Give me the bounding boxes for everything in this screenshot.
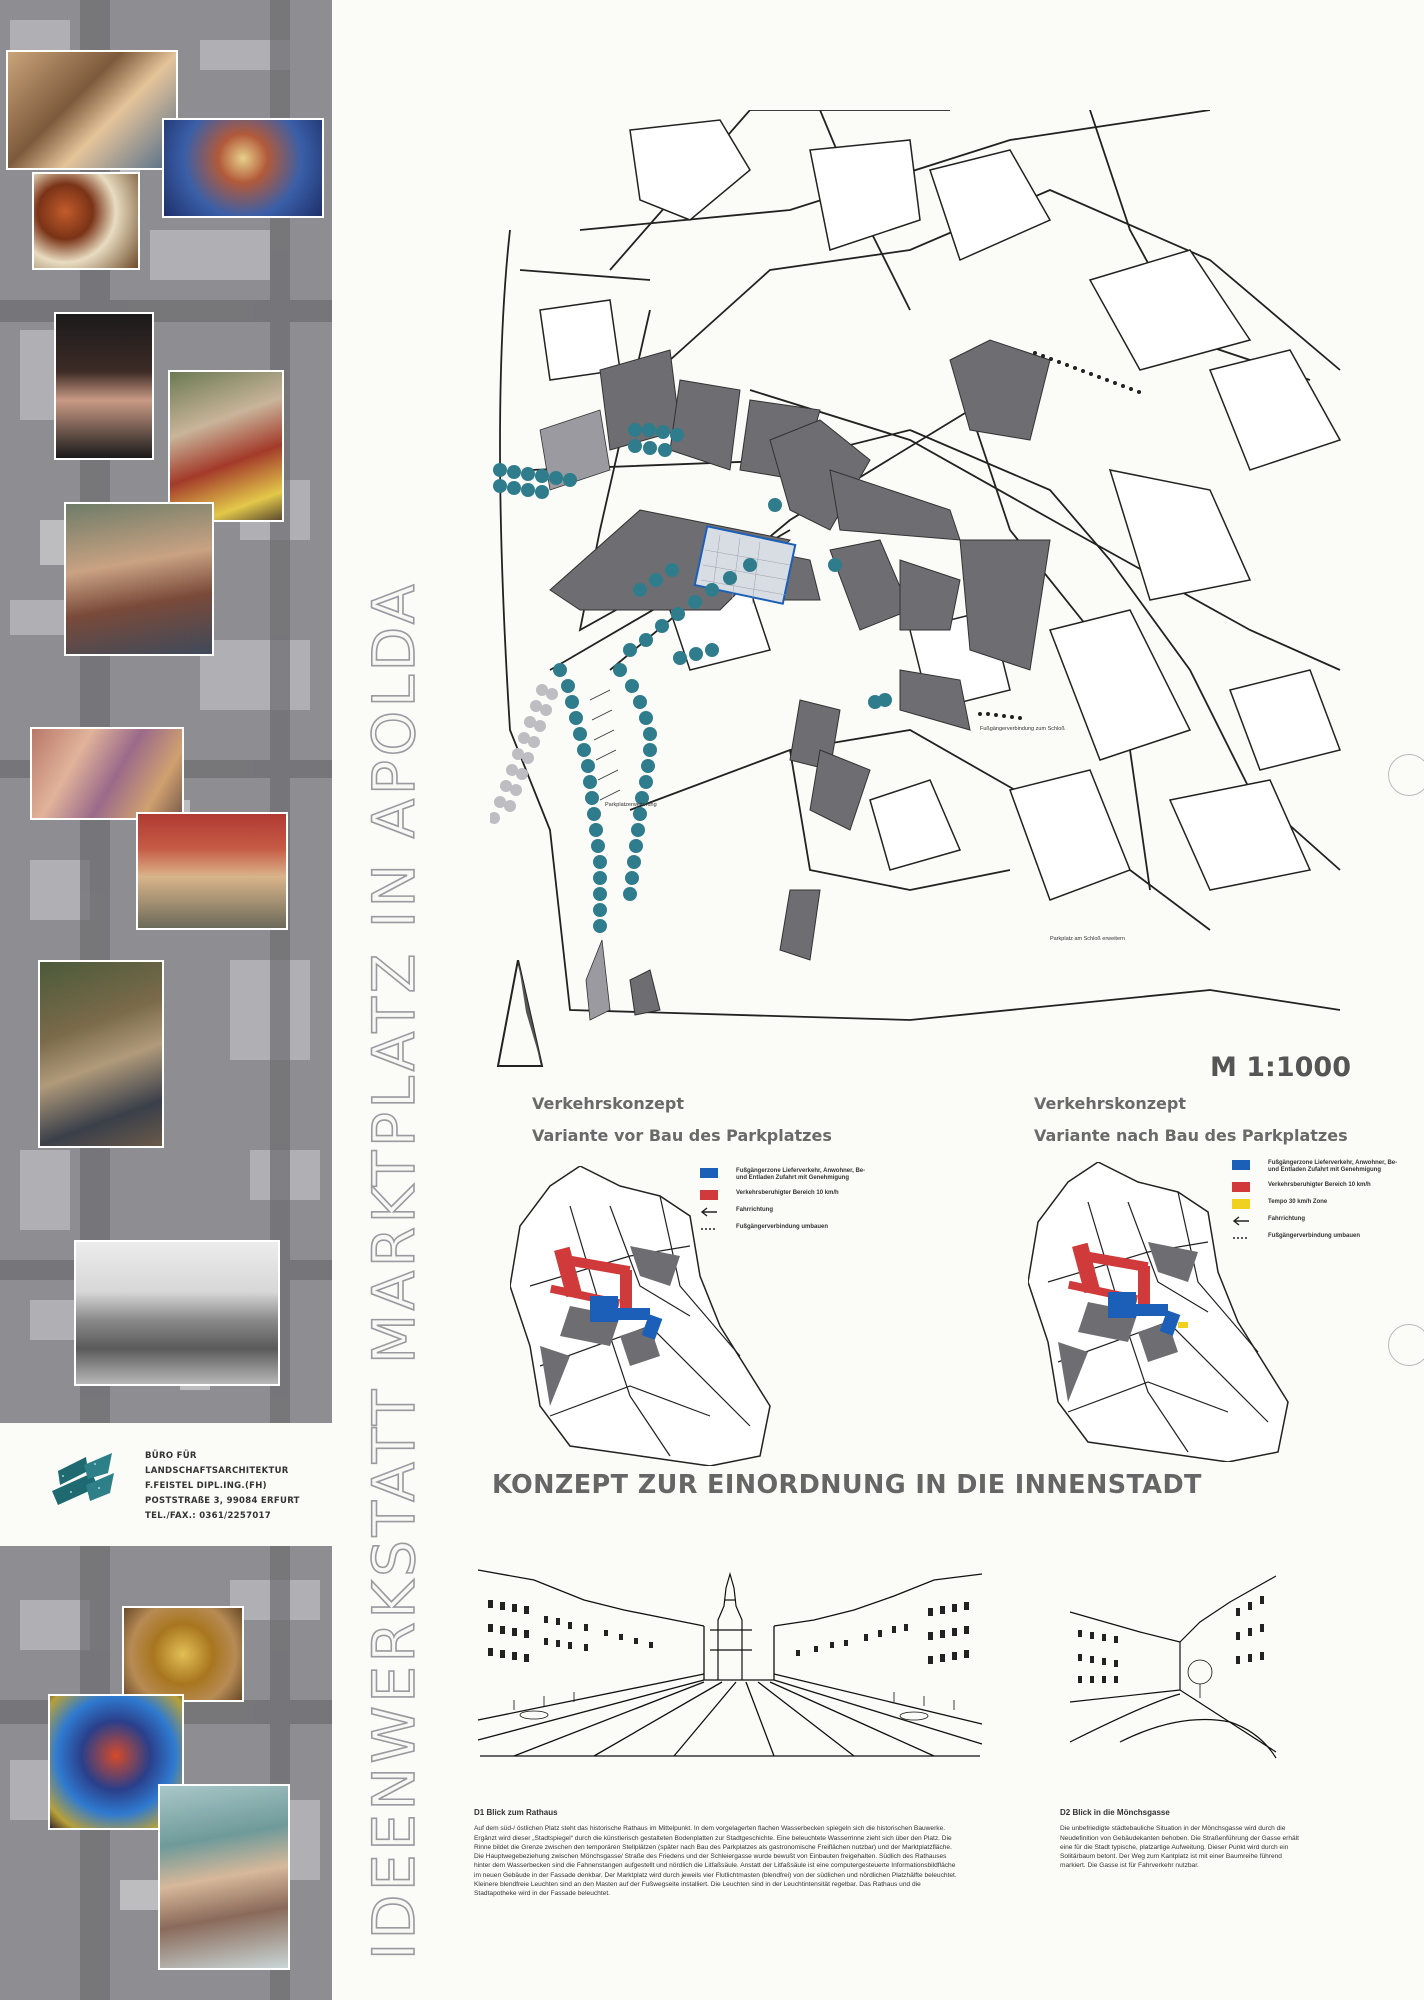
- traffic-concept-2-subtitle: Variante nach Bau des Parkplatzes: [1034, 1126, 1348, 1145]
- legend-swatch-traffic-calmed: [700, 1190, 718, 1200]
- vertical-title: IDEENWERKSTATT MARKTPLATZ IN APOLDA: [360, 580, 428, 1960]
- caption-d1-text: Auf dem süd-/ östlichen Platz steht das historische Rathaus im Mittelpunkt. In dem vorgelagerten flachen Wasserbecken spiegeln sich die historischen Bauwerke. Ergänzt wird dieser „Stadtspiegel“ durch die künstlerisch gestalteten Bodenplatten zur Stadtgeschichte. Eine beleuchtete Wasserrinne zieht sich über den Platz. Die Rinne bildet die Grenze zwischen den temporären Stellplätzen (später nach Bau des Parkplatzes als gastronomische Freiflächen nutzbar) und der Marktplatzfläche. Die Hauptwegebeziehung zwischen Mönchsgasse/ Straße des Friedens und der Schleiergasse wurde bewußt von Einbauten freigehalten. Südlich des Rathauses hinter dem Wasserbecken sind die Fahnenstangen aufgestellt und nördlich die Litfaßsäule. Anstatt der Litfaßsäule ist eine computergesteuerte Informationsbildfläche im neuen Gebäude in der Fassade denkbar. Der Marktplatz wird durch jeweils vier Flutlichtmasten (blendfrei) von der südlichen und nördlichen Platzhälfte beleuchtet. Kleinere blendfreie Leuchten sind an den Masten auf der Fußwegseite installiert. Die Leuchten sind in der Leuchtintensität regelbar. Das Rathaus und die Stadtapotheke wird in der Fassade beleuchtet.: [474, 1825, 957, 1898]
- caption-d1: [474, 1808, 960, 1899]
- cafe-couple-photo: [6, 50, 178, 170]
- section-headline: KONZEPT ZUR EINORDNUNG IN DIE INNENSTADT: [492, 1470, 1202, 1500]
- legend-swatch-tempo-30: [1232, 1199, 1250, 1209]
- office-owner: F.FEISTEL DIPL.ING.(FH): [145, 1481, 267, 1491]
- sketch-moenchsgasse-view: [1060, 1572, 1280, 1762]
- market-vendor-photo: [168, 370, 284, 522]
- traffic-concept-2-title: [1034, 1088, 1348, 1152]
- site-plan-map: [490, 110, 1350, 1100]
- binder-hole-bottom: [1388, 1324, 1424, 1366]
- photo-sidebar: [0, 0, 332, 2000]
- caption-d1-title: D1 Blick zum Rathaus: [474, 1808, 558, 1817]
- sketch-rathaus-view: [474, 1560, 986, 1760]
- map-label-footpath: Fußgängerverbindung zum Schloß: [980, 726, 1065, 732]
- office-street: POSTSTRAßE 3, 99084 ERFURT: [145, 1496, 300, 1506]
- swing-carousel-photo: [162, 118, 324, 218]
- food-platter-photo: [32, 172, 140, 270]
- crowd-photo: [64, 502, 214, 656]
- fountain-kids-photo: [158, 1784, 290, 1970]
- traffic-concept-2-map: [1028, 1162, 1298, 1462]
- map-scale: M 1:1000: [1210, 1052, 1351, 1083]
- traffic-concept-2-heading: Verkehrskonzept: [1034, 1094, 1186, 1113]
- office-logo-icon: [48, 1451, 118, 1511]
- legend-swatch-traffic-calmed: [1232, 1182, 1250, 1192]
- pedestrians-photo: [38, 960, 164, 1148]
- office-address-panel: [0, 1423, 332, 1546]
- traffic-concept-1-subtitle: Variante vor Bau des Parkplatzes: [532, 1126, 832, 1145]
- direction-arrow-icon: [1232, 1216, 1250, 1226]
- map-label-parking: Parkplatzerweiterung: [605, 802, 657, 808]
- legend-swatch-pedestrian: [1232, 1160, 1250, 1170]
- caption-d2: [1060, 1808, 1300, 1871]
- office-phone: TEL./FAX.: 0361/2257017: [145, 1511, 271, 1521]
- binder-hole-top: [1388, 754, 1424, 796]
- children-photo: [30, 727, 184, 820]
- caption-d2-title: D2 Blick in die Mönchsgasse: [1060, 1808, 1170, 1817]
- caption-d2-text: Die unbefriedigte städtebauliche Situation in der Mönchsgasse wird durch die Neudefinition von Gebäudekanten behoben. Die Straßenführung der Gasse erhält eine für die Stadt typische, platzartige Aufweitung. Dieser Punkt wird durch ein Solitärbaum betont. Der Weg zum Kantplatz ist mit einer Baumreihe führend markiert. Die Gasse ist für Fahrverkehr nutzbar.: [1060, 1825, 1300, 1870]
- direction-arrow-icon: [700, 1207, 718, 1217]
- dotted-line-icon: [1232, 1233, 1250, 1243]
- map-label-castle-parking: Parkplatz am Schloß erweitern: [1050, 936, 1125, 942]
- legend-swatch-pedestrian: [700, 1168, 718, 1178]
- office-name: BÜRO FÜR LANDSCHAFTSARCHITEKTUR: [145, 1451, 289, 1476]
- traffic-concept-1-heading: Verkehrskonzept: [532, 1094, 684, 1113]
- dotted-line-icon: [700, 1224, 718, 1234]
- north-arrow-icon: [490, 960, 560, 1072]
- street-cafe-photo: [136, 812, 288, 930]
- historic-market-photo: [74, 1240, 280, 1386]
- traffic-concept-1-title: [532, 1088, 832, 1152]
- brass-instrument-photo: [122, 1606, 244, 1702]
- ballet-feet-photo: [54, 312, 154, 460]
